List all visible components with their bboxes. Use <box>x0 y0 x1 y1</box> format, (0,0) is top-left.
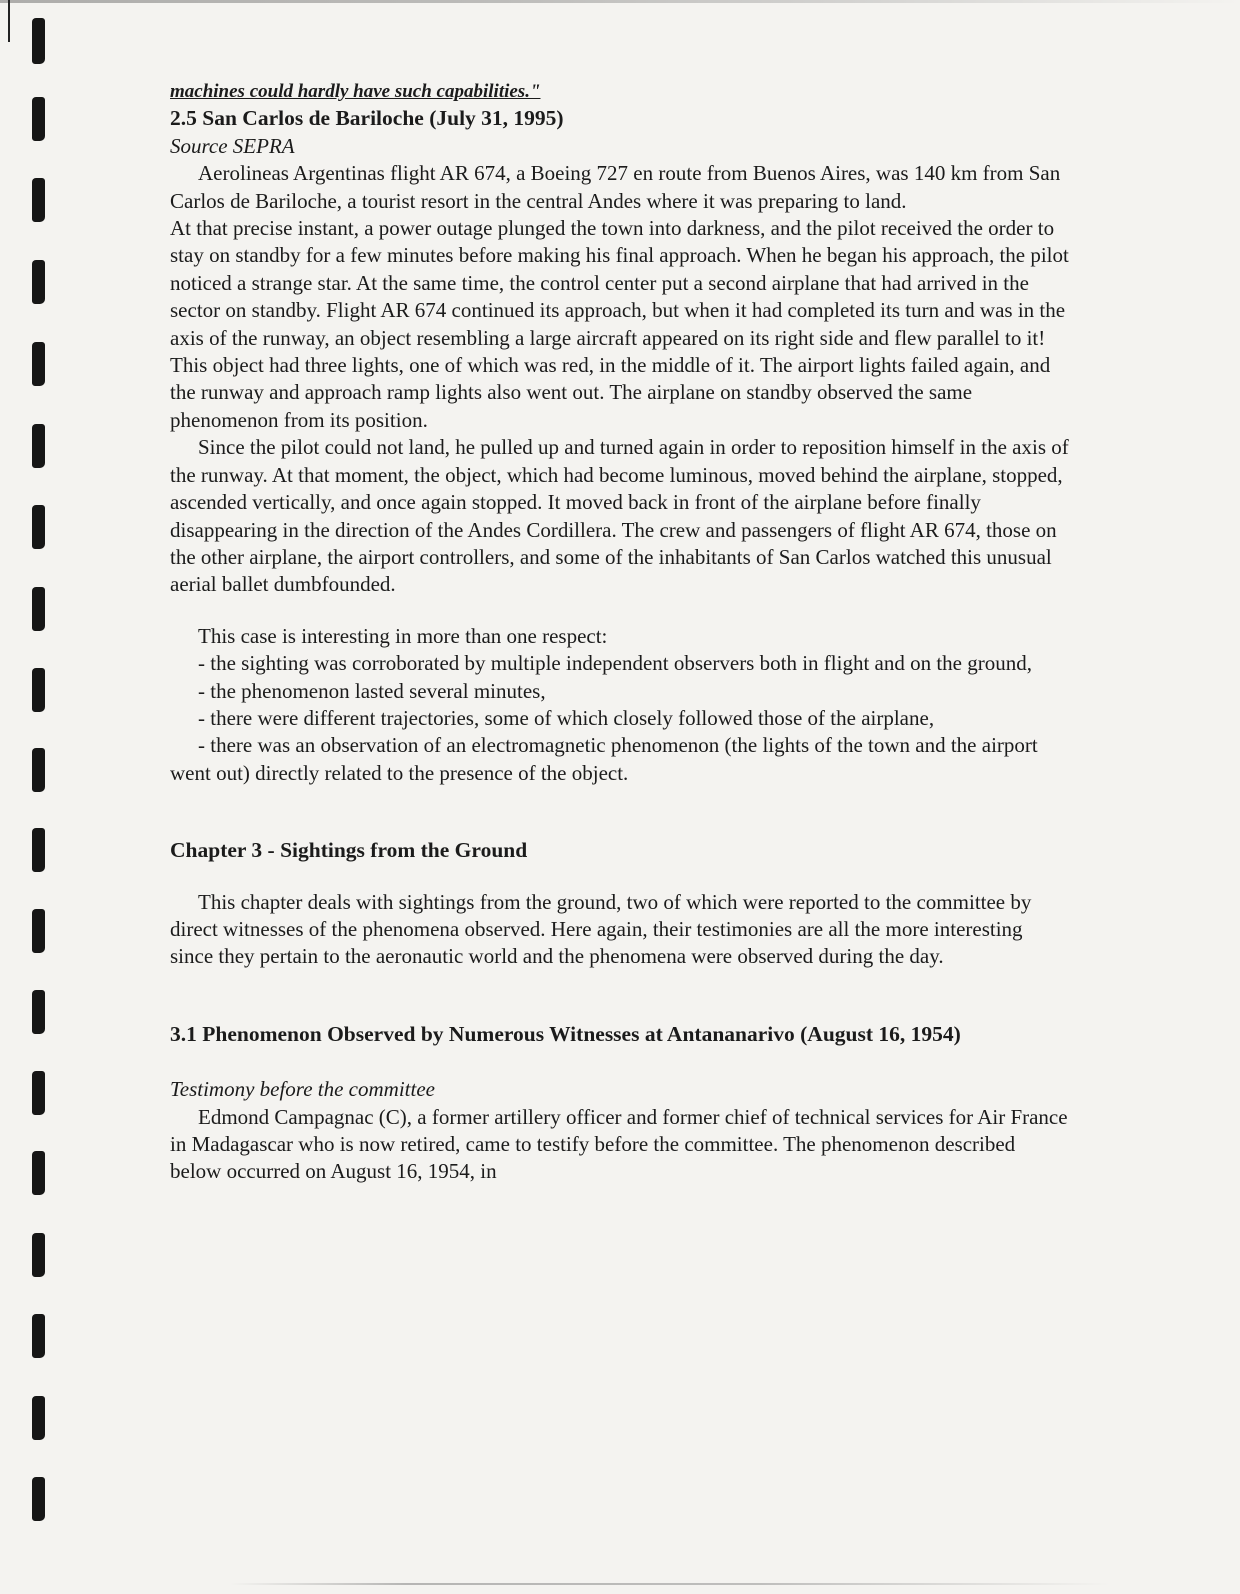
binding-hole-icon <box>32 909 45 953</box>
binding-hole-icon <box>32 1233 45 1277</box>
paragraph: At that precise instant, a power outage plunged the town into darkness, and the pilot received the order to stay on standby for a few minutes before making his final approach. When he began his approach, the pilot noticed a strange star. At the same time, the control center put a second airplane that had arrived in the sector on standby. Flight AR 674 continued its approach, but when it had completed its turn and was in the axis of the runway, an object resembling a large aircraft appeared on its right side and flew parallel to it! This object had three lights, one of which was red, in the middle of it. The airport lights failed again, and the runway and approach ramp lights also went out. The airplane on standby observed the same phenomenon from its position. <box>170 216 1069 432</box>
section-heading-3-1: 3.1 Phenomenon Observed by Numerous Witnesses at Antananarivo (August 16, 1954) <box>170 1021 961 1046</box>
scan-top-edge <box>0 0 1240 3</box>
binding-hole-icon <box>32 424 45 468</box>
document-page <box>170 78 1070 1186</box>
binding-hole-icon <box>32 748 45 792</box>
binding-hole-icon <box>32 1151 45 1195</box>
section-heading-2-5: 2.5 San Carlos de Bariloche (July 31, 1995) <box>170 106 564 131</box>
source-label: Source SEPRA <box>170 133 295 158</box>
binding-hole-icon <box>32 342 45 386</box>
paragraph: Since the pilot could not land, he pulled up and turned again in order to reposition himself in the axis of the runway. At that moment, the object, which had become luminous, moved behind the airplane, stopped, ascended vertically, and once again stopped. It moved back in front of the airplane before finally disappearing in the direction of the Andes Cordillera. The crew and passengers of flight AR 674, those on the other airplane, the airport controllers, and some of the inhabitants of San Carlos watched this unusual aerial ballet dumbfounded. <box>170 435 1069 597</box>
scan-bottom-edge <box>230 1583 1110 1585</box>
binding-hole-icon <box>32 587 45 631</box>
binding-hole-icon <box>32 260 45 304</box>
paragraph: This chapter deals with sightings from the ground, two of which were reported to the committee by direct witnesses of the phenomena observed. Here again, their testimonies are all the more interesting since they pertain to the aeronautic world and the phenomena were observed during the day. <box>170 889 1032 969</box>
binding-hole-icon <box>32 1314 45 1358</box>
binding-hole-icon <box>32 668 45 712</box>
paragraph: Aerolineas Argentinas flight AR 674, a Boeing 727 en route from Buenos Aires, was 140 km from San Carlos de Bariloche, a tourist resort in the central Andes where it was preparing to land. <box>170 161 1061 213</box>
binding-hole-icon <box>32 97 45 141</box>
source-label: Testimony before the committee <box>170 1077 435 1102</box>
quote-ending: machines could hardly have such capabilities." <box>170 81 541 102</box>
binding-holes <box>0 0 60 1594</box>
list-item: - the sighting was corroborated by multiple independent observers both in flight and on the ground, <box>198 651 1032 676</box>
binding-hole-icon <box>32 505 45 549</box>
paragraph: Edmond Campagnac (C), a former artillery officer and former chief of technical services for Air France in Madagascar who is now retired, came to testify before the committee. The phenomenon described below occurred on August 16, 1954, in <box>170 1104 1068 1184</box>
chapter-heading-3: Chapter 3 - Sightings from the Ground <box>170 838 528 863</box>
list-item: - the phenomenon lasted several minutes, <box>198 678 546 703</box>
binding-hole-icon <box>32 178 45 222</box>
binding-hole-icon <box>32 1477 45 1521</box>
list-item: - there was an observation of an electromagnetic phenomenon (the lights of the town and the airport went out) directly related to the presence of the object. <box>170 733 1038 785</box>
binding-hole-icon <box>32 990 45 1034</box>
list-item: - there were different trajectories, some of which closely followed those of the airplane, <box>198 705 935 730</box>
binding-hole-icon <box>32 1396 45 1440</box>
list-intro: This case is interesting in more than one respect: <box>198 623 608 648</box>
binding-hole-icon <box>32 1071 45 1115</box>
binding-hole-icon <box>32 18 45 64</box>
binding-hole-icon <box>32 828 45 872</box>
